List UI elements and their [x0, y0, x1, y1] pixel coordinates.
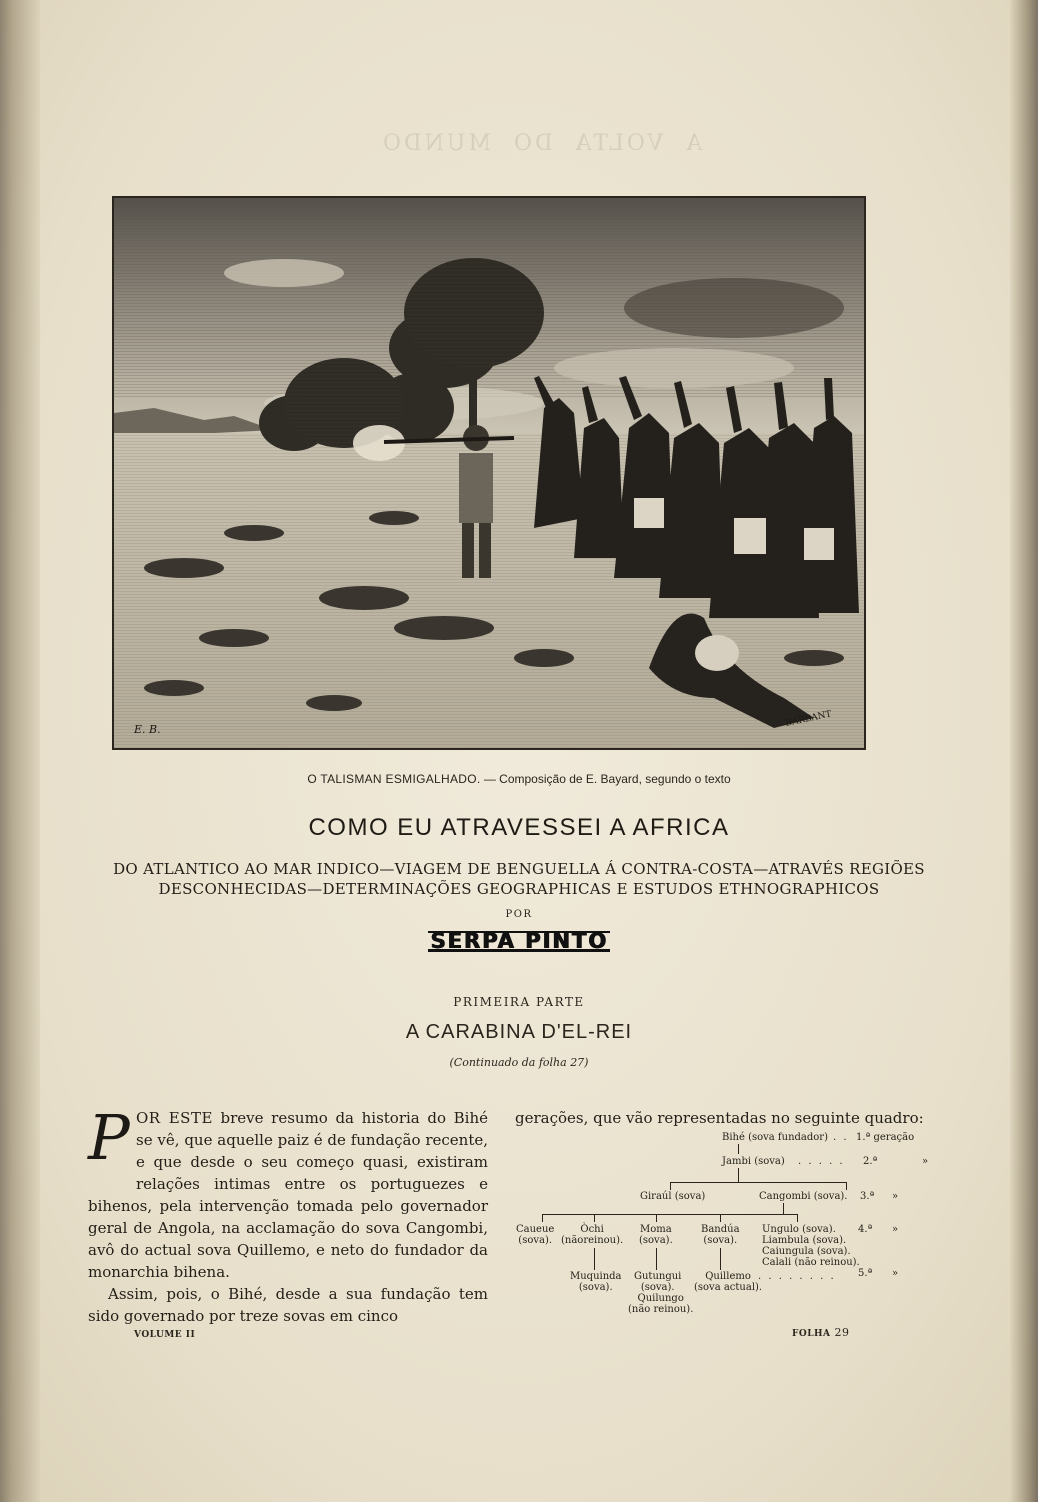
- node-ochi: Òchi (nãoreinou).: [561, 1224, 624, 1246]
- engraving-svg: [114, 198, 864, 748]
- line-to-ungulo: [797, 1214, 798, 1222]
- engraving-illustration: [112, 196, 866, 750]
- page-edge-right: [1010, 0, 1038, 1502]
- engraver-signature-left: E. B.: [134, 723, 161, 736]
- generation-3-label: 3.ª: [860, 1191, 875, 1202]
- node-muquinda: Muquinda (sova).: [570, 1271, 622, 1293]
- node-caueue: Caueue (sova).: [516, 1224, 555, 1246]
- folha-number: 29: [834, 1326, 850, 1339]
- line-gen-4-bar: [542, 1214, 798, 1215]
- line-gen-3-bar: [670, 1182, 846, 1183]
- article-title: COMO EU ATRAVESSEI A AFRICA: [308, 814, 730, 841]
- line-bandua-down: [720, 1248, 721, 1270]
- author-name: SERPA PINTO: [430, 929, 608, 953]
- page-edge-left: [0, 0, 40, 1502]
- node-caiungula: Caiungula (sova).: [762, 1246, 851, 1257]
- node-ungulo: Ungulo (sova).: [762, 1224, 836, 1235]
- ditto-gen-3: »: [892, 1191, 899, 1202]
- node-jambi: Jambi (sova): [722, 1156, 785, 1167]
- paragraph-2: Assim, pois, o Bihé, desde a sua fundação tem sido governado por treze sovas em cinco: [88, 1285, 488, 1325]
- engraver-signature-right: BARBANT: [784, 709, 833, 729]
- node-giraul: Giraúl (sova): [640, 1191, 706, 1202]
- author-name-wrapper: [0, 929, 1038, 953]
- generation-4-label: 4.ª: [858, 1224, 873, 1235]
- line-to-ochi: [594, 1214, 595, 1222]
- paragraph-1-text: breve resumo da historia do Bihé se vê, que aquelle paiz é de fundação recente, e que desde o seu começo quasi, existiram relações intimas entre os portuguezes e bihenos, pela intervenção tomada pelo governador geral de Angola, na acclamação do sova Cangombi, avô do actual sova Quillemo, e neto do fundador da monarchia bihena.: [88, 1109, 488, 1281]
- body-column-left: [88, 1101, 488, 1327]
- line-moma-down: [656, 1248, 657, 1270]
- node-cangombi: Cangombi (sova).: [759, 1191, 848, 1202]
- line-cangombi-down: [783, 1203, 784, 1214]
- dots-gen-5: . . . . . . . .: [758, 1271, 836, 1282]
- subtitle-line-1: DO ATLANTICO AO MAR INDICO—VIAGEM DE BENGUELLA Á CONTRA-COSTA—ATRAVÉS REGIÕES: [113, 860, 925, 878]
- line-to-cangombi: [846, 1182, 847, 1190]
- node-quilungo: Quilungo (não reinou).: [628, 1293, 694, 1315]
- footer-folha: [792, 1326, 850, 1339]
- dots-gen-1: . .: [833, 1132, 849, 1143]
- folha-label: FOLHA: [792, 1329, 831, 1339]
- line-root-jambi: [738, 1144, 739, 1154]
- node-quillemo: Quillemo (sova actual).: [694, 1271, 763, 1293]
- generation-2-label: 2.ª: [863, 1156, 878, 1167]
- dots-gen-2: . . . . .: [798, 1156, 845, 1167]
- node-bandua: Bandúa (sova).: [701, 1224, 740, 1246]
- drop-cap: P: [88, 1101, 130, 1174]
- continued-note: (Continuado da folha 27): [449, 1056, 589, 1069]
- line-jambi-down: [738, 1168, 739, 1182]
- ditto-gen-2: »: [922, 1156, 929, 1167]
- generation-1-label: 1.ª geração: [856, 1132, 915, 1143]
- node-gutungui: Gutungui (sova).: [634, 1271, 682, 1293]
- node-bihe-founder: Bihé (sova fundador): [722, 1132, 828, 1143]
- ditto-gen-5: »: [892, 1268, 899, 1279]
- part-heading: PRIMEIRA PARTE: [453, 995, 585, 1009]
- node-calali: Calali (não reinou).: [762, 1257, 860, 1268]
- generation-5-label: 5.ª: [858, 1268, 873, 1279]
- caption-credit: — Composição de E. Bayard, segundo o texto: [480, 772, 731, 786]
- lead-words: OR ESTE: [136, 1109, 213, 1127]
- genealogy-table: [508, 1128, 948, 1338]
- line-to-moma: [656, 1214, 657, 1222]
- line-ochi-down: [594, 1248, 595, 1270]
- node-moma: Moma (sova).: [639, 1224, 673, 1246]
- illustration-caption: [0, 772, 1038, 786]
- ditto-gen-4: »: [892, 1224, 899, 1235]
- subtitle-line-2: DESCONHECIDAS—DETERMINAÇÕES GEOGRAPHICAS E ESTUDOS ETHNOGRAPHICOS: [158, 880, 880, 898]
- footer-volume: VOLUME II: [134, 1330, 196, 1340]
- byline-por: POR: [505, 909, 533, 920]
- paragraph-1: [88, 1101, 488, 1283]
- line-to-caueue: [542, 1214, 543, 1222]
- part-title: A CARABINA D'EL-REI: [405, 1021, 633, 1043]
- line-to-bandua: [720, 1214, 721, 1222]
- node-liambula: Liambula (sova).: [762, 1235, 847, 1246]
- caption-title: O TALISMAN ESMIGALHADO.: [307, 772, 481, 786]
- right-column-intro: gerações, que vão representadas no seguinte quadro:: [515, 1109, 924, 1127]
- line-to-giraul: [670, 1182, 671, 1190]
- body-column-right: [515, 1107, 931, 1129]
- article-subtitle: [60, 859, 978, 899]
